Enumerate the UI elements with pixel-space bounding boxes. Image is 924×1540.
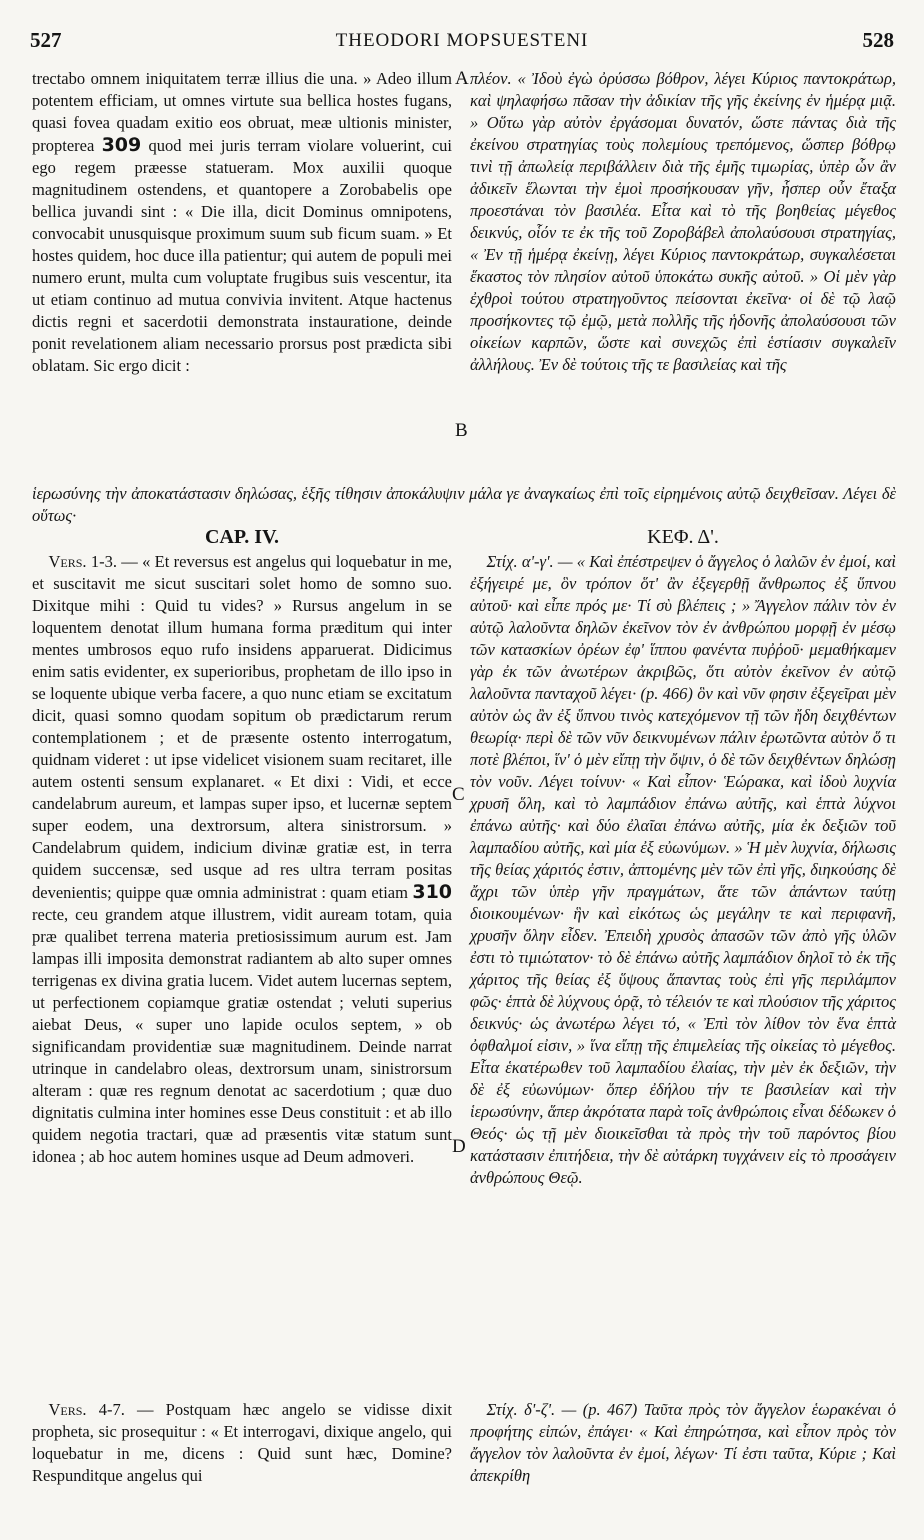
greek-paragraph-1: πλέον. « Ἰδοὺ ἐγὼ ὀρύσσω βόθρον, λέγει Κύριος παντοκράτωρ, καὶ ψηλαφήσω πᾶσαν τὴν ἀδικίαν τῆς γῆς ἐκείνης ἐν ἡμέρᾳ μιᾷ. » Οὕτω γὰρ αὐτὸν ἐργάσομαι δυνατόν, ὥστε πάντας διὰ τῆς ἐκείνου στρατηγίας τοὺς πολεμίους τρεπόμενος, ὥσπερ βόθρῳ τινὶ τῇ ἀπωλείᾳ περιβάλλειν διὰ τῆς ἐμῆς τιμωρίας, ὑπὲρ ὧν ἂν ἀδικεῖν ἕλωνται τὴν ἐμοὶ προσήκουσαν γῆν, ἧσπερ οὖν ἔταξα προεστάναι τὸν βασιλέα. Εἶτα καὶ τὸ τῆς βοηθείας μέγεθος δεικνύς, οἷόν τε ἐκ τῆς τοῦ Ζοροβάβελ ἀπολαύσουσι στρατηγίας, « Ἐν τῇ ἡμέρᾳ ἐκείνῃ, λέγει Κύριος παντοκράτωρ, συγκαλέσεται ἕκαστος τὸν πλησίον αὐτοῦ ὑποκάτω συκῆς αὐτοῦ. » Οἱ μὲν γὰρ ἐχθροὶ τούτου στρατηγοῦντος πείσονται ἐκεῖνα· οἱ δὲ τῷ λαῷ προσήκοντες τῷ ἐμῷ, μετὰ πολλῆς τῆς ἡδονῆς ἀπολαύσουσι τῶν οἰκείων καρπῶν, ὥστε καὶ συνεχῶς ἐπὶ ἑστίασιν συγκαλεῖν ἀλλήλους. Ἐν δὲ τούτοις τῆς τε βασιλείας καὶ τῆς <box>470 69 896 374</box>
latin-column-middle <box>32 551 452 1168</box>
greek-full-width-line: ἱερωσύνης τὴν ἀποκατάστασιν δηλώσας, ἑξῆς τίθησιν ἀποκάλυψιν μάλα γε ἀναγκαίως ἐπὶ τοῖς εἰρημένοις αὐτῷ δειχθεῖσαν. Λέγει δὲ οὕτως· <box>32 484 896 525</box>
verse-label: Στίχ. α'-γ'. <box>486 552 554 571</box>
greek-paragraph-3: Στίχ. δ'-ζ'. — (p. 467) Ταῦτα πρὸς τὸν ἄγγελον ἑωρακέναι ὁ προφήτης εἰπών, ἐπάγει· « Καὶ ἐπηρώτησα, καὶ εἶπον πρὸς τὸν ἄγγελον τὸν λαλοῦντα ἐν ἐμοί, λέγων· Τί ἐστι ταῦτα, Κύριε ; Καὶ ἀπεκρίθη <box>470 1400 896 1485</box>
greek-column-middle <box>470 551 896 1189</box>
margin-marker-d: D <box>452 1136 466 1157</box>
page-number-right: 528 <box>862 28 894 52</box>
latin-paragraph-2: Vers. 1-3. — « Et reversus est angelus qui loquebatur in me, et suscitavit me sicut suscitari solet homo de somno suo. Dixitque mihi : Quid tu vides? » Rursus angelum in se loquentem denotat illum humana forma præditum qui inter mentes umbrosos equo rufo insidens apparuerat. Didicimus enim satis evidenter, ex superioribus, prophetam de illo ipso in se loquente ubique verba facere, a quo nunc etiam se excitatum dicit, quasi somno quodam sopitum ob prædictarum rerum contemplationem ; et de præsente ostento interrogatum, quidnam videret : ut ipse videlicet visionem suam recitaret, ille autem ostenti sensum explanaret. « Et dixi : Vidi, et ecce candelabrum aureum, et lampas super ipso, et lucernæ septem super eodem, una dextrorsum, altera sinistrorsum. » Candelabrum quidem, indicium divinæ gratiæ est, in terra quidem succensæ, sed usque ad res ultra terram positas devenientis; quippe quæ omnia administrat : quam etiam 310 recte, ceu grandem atque illustrem, vidit auream totam, quia præ qualibet terrena materia pretiosissimum aurum est. Jam lampas illi imposita demonstrat radiantem ab alto super omnes terrigenas ex divina gratia lucem. Videt autem lucernas septem, ut perfectionem copiamque gratiæ ostendat ; veluti superius aiebat Deus, « super uno lapide oculos septem, » ob significandam providentiæ suæ magnitudinem. Deinde narrat utrinque in candelabro oleas, dextrorsum unam, sinistrorsum alteram : quæ res regnum denotat ac sacerdotium ; quæ duo dignitatis culmina inter homines esse Deus constituit : et ab illo quidem negotia tractari, quæ ad præsentis vitæ statum sunt idonea ; ab hoc autem homines usque ad Deum admoveri. <box>32 552 453 1166</box>
pg-ref-309: 309 <box>101 134 142 156</box>
chapter-heading-latin: CAP. IV. <box>205 526 279 548</box>
latin-column-top <box>32 68 452 377</box>
verse-label: Vers. 1-3. <box>48 552 117 571</box>
verse-label: Στίχ. δ'-ζ'. <box>486 1400 556 1419</box>
chapter-heading-greek: ΚΕΦ. Δ'. <box>647 526 719 548</box>
verse-label: Vers. 4-7. <box>48 1400 125 1419</box>
latin-paragraph-3: Vers. 4-7. — Postquam hæc angelo se vidisse dixit propheta, sic prosequitur : « Et interrogavi, dixique angelo, qui loquebatur in me, dicens : Quid sunt hæc, Domine? Respunditque angelus qui <box>32 1400 453 1485</box>
margin-marker-b: B <box>455 420 468 441</box>
running-title: THEODORI MOPSUESTENI <box>335 30 589 51</box>
greek-paragraph-2: Στίχ. α'-γ'. — « Καὶ ἐπέστρεψεν ὁ ἄγγελος ὁ λαλῶν ἐν ἐμοί, καὶ ἐξήγειρέ με, ὃν τρόπον ὅτ' ἂν ἐξεγερθῇ ἄνθρωπος ἐξ ὕπνου αὐτοῦ· καὶ εἶπε πρός με· Τί σὺ βλέπεις ; » Ἄγγελον πάλιν τὸν ἐν αὐτῷ λαλοῦντα δηλῶν ἐκεῖνον τὸν ἐν ἀνθρώπου μορφῇ ἐν μέσῳ τῶν κατασκίων ὀρέων ἐφ' ἵππου φανέντα πυῤῥοῦ· μεμαθήκαμεν γὰρ ἐκ τῶν ἀνωτέρων ἀκριβῶς, ὅτι αὐτὸν ἐκεῖνον ἐν αὐτῷ λαλοῦντα πανταχοῦ λέγει· (p. 466) ὃν καὶ νῦν φησιν ἐξεγεῖραι μὲν αὐτὸν ὡς ἂν ἐξ ὕπνου τινὸς κατεχόμενον τῇ τῶν ἤδη δειχθέντων θεωρίᾳ· περὶ δὲ τῶν νῦν δεικνυμένων πάλιν ἐρωτῶντα αὐτὸν ὅ τι ποτὲ βλέποι, ἵν' ὁ μὲν εἴπῃ τὴν ὄψιν, ὁ δὲ τῶν δειχθέντων δηλώσῃ τὸν νοῦν. Λέγει τοίνυν· « Καὶ εἶπον· Ἑώρακα, καὶ ἰδοὺ λυχνία χρυσῆ ὅλη, καὶ τὸ λαμπάδιον ἐπάνω αὐτῆς, καὶ ἑπτὰ λύχνοι ἐπάνω αὐτῆς· καὶ δύο ἐλαῖαι ἐπάνω αὐτῆς, μία ἐκ δεξιῶν τοῦ λαμπαδίου αὐτῆς, καὶ μία ἐξ εὐωνύμων. » Ἡ μὲν λυχνία, δήλωσις τῆς θείας χάριτός ἐστιν, ἀπτομένης μὲν τῶν ἐπὶ γῆς, διηκούσης δὲ ἄχρι τῶν ὑπὲρ γῆν πραγμάτων, ἅτε τῶν ἁπάντων ταύτῃ διοικουμένων· ἣν καὶ εἰκότως ὡς μεγάλην τε καὶ περιφανῆ, χρυσῆν ὅλην εἶδεν. Ἐπειδὴ χρυσὸς ἁπασῶν τῶν ἀπὸ γῆς ὑλῶν ἐστι τὸ τιμιώτατον· τὸ δὲ ἐπάνω αὐτῆς λαμπάδιον δηλοῖ τὸ ἐκ τῆς χάριτος τῆς θείας ἐξ ὕψους ἅπαντας τοὺς ἐπὶ γῆς περιλάμπον φῶς· ἑπτὰ δὲ λύχνους ὁρᾷ, τὸ τέλειόν τε καὶ πλούσιον τῆς χάριτος δεικνύς· ὡς ἀνωτέρω λέγει τό, « Ἐπὶ τὸν λίθον τὸν ἕνα ἑπτὰ ὀφθαλμοί εἰσιν, » ἵνα εἴπῃ τῆς ἐπιμελείας τῆς οἰκείας τὸ μέγεθος. Εἶτα ἑκατέρωθεν τοῦ λαμπαδίου ἐλαίας, τὴν μὲν ἐκ δεξιῶν, τὴν δὲ ἐξ εὐωνύμων· ὅπερ ἐδήλου τήν τε βασιλείαν καὶ τὴν ἱερωσύνην, ἅπερ ἀκρότατα παρὰ τοῖς ἀνθρώποις εἶναι δέδωκεν ὁ Θεός· ὡς τῇ μὲν διοικεῖσθαι τὰ πρὸς τὴν τοῦ παρόντος βίου κατάστασιν ἐπιτήδεια, τὴν δὲ αὐτάρκη τυγχάνειν εἰς τὸ προσάγειν ἀνθρώπους Θεῷ. <box>470 552 897 1187</box>
page-number-left: 527 <box>30 28 62 52</box>
greek-column-bottom <box>470 1399 896 1487</box>
margin-marker-c: C <box>452 784 465 805</box>
margin-marker-a: A <box>455 68 469 89</box>
latin-paragraph-1: trectabo omnem iniquitatem terræ illius die una. » Adeo illum potentem efficiam, ut omnes virtute sua bellica hostes fugans, quasi fovea quadam exitio eos obruat, meæ ultionis minister, propterea 309 quod mei juris terram violare voluerint, cui ego regem præesse statueram. Mox auxilii quoque magnitudinem ostendens, et quantopere a Zorobabelis ope bellica juvandi sint : « Die illa, dicit Dominus omnipotens, convocabit unusquisque proximum suum sub ficum suam. » Et hostes quidem, hoc duce illa patientur; qui autem de populi mei numero erunt, multa cum voluptate frugibus suis vescentur, ita ut etiam continuo ad mutua convivia invitent. Atque hactenus dictis regni et sacerdotii demonstrata instauratione, deinde ponit revelationem aliam necessario prorsus post prædicta sibi oblatam. Sic ergo dicit : <box>32 69 453 375</box>
page-header <box>30 28 894 58</box>
latin-column-bottom <box>32 1399 452 1487</box>
pg-ref-310: 310 <box>412 881 453 903</box>
greek-column-top <box>470 68 896 376</box>
